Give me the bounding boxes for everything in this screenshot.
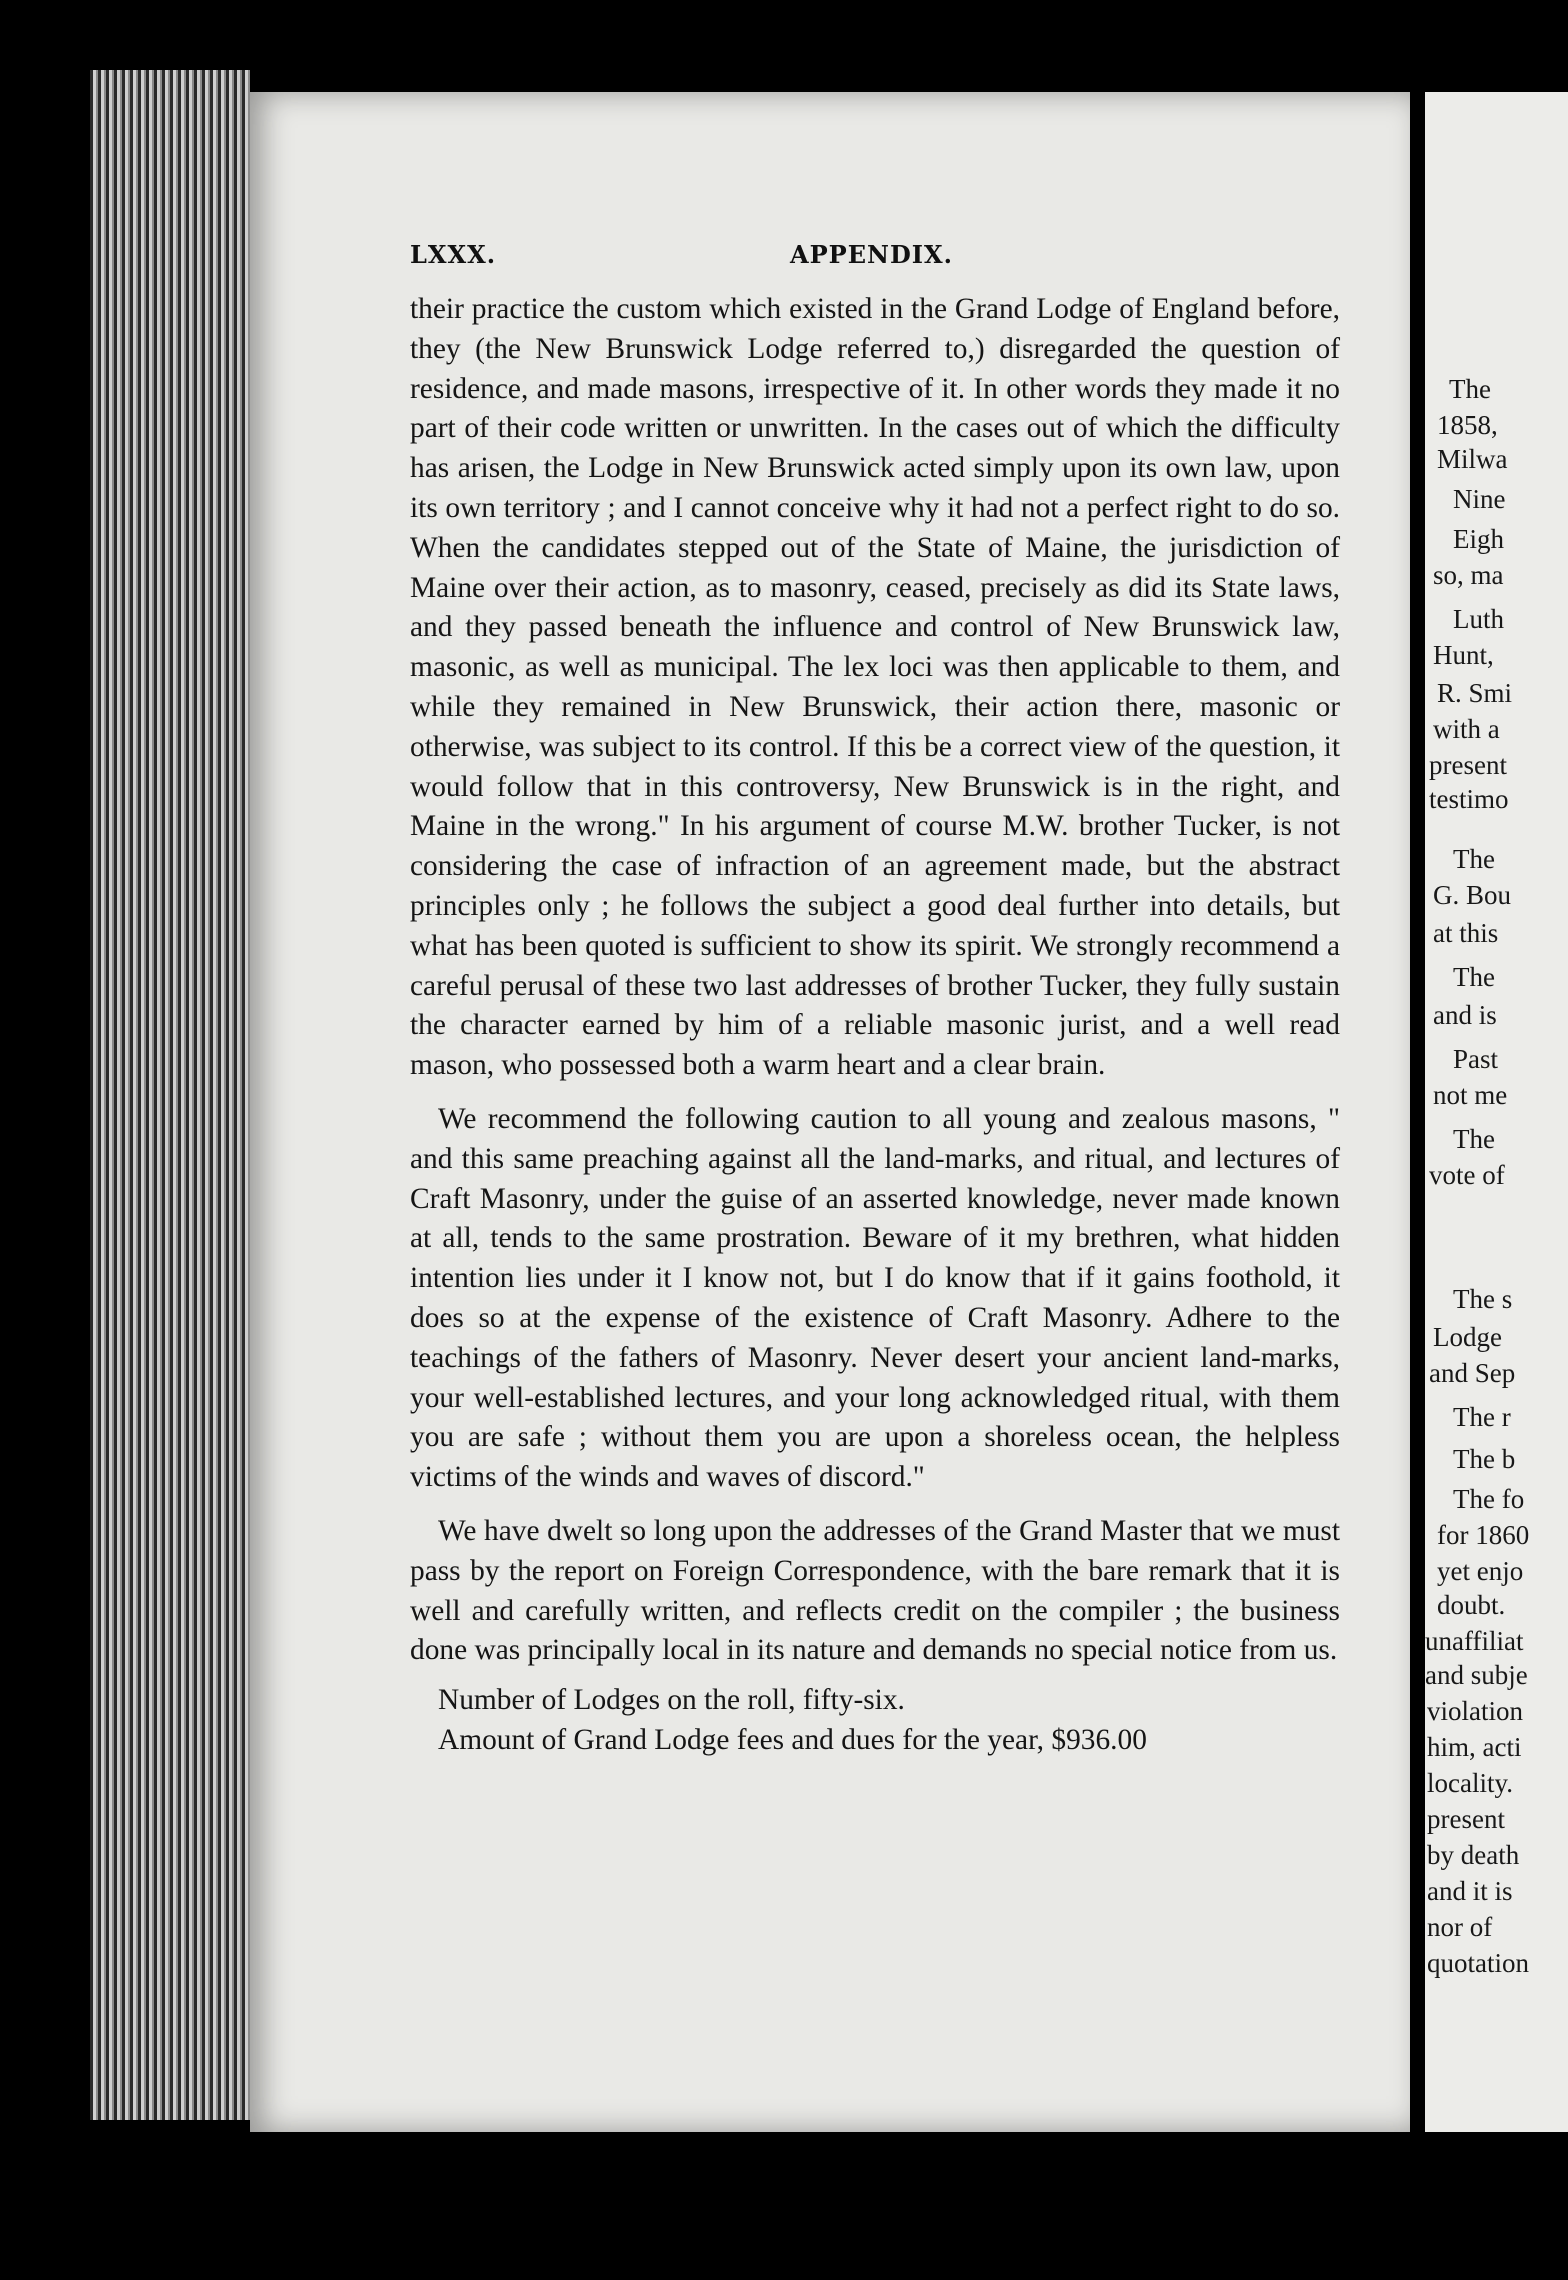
facing-page — [1425, 92, 1568, 2132]
facing-line: by death — [1427, 1840, 1520, 1870]
facing-line: R. Smi — [1437, 678, 1513, 708]
facing-line: locality. — [1427, 1768, 1513, 1798]
facing-line: at this — [1433, 918, 1499, 948]
facing-line: yet enjo — [1437, 1556, 1524, 1586]
facing-line: Nine — [1453, 484, 1506, 514]
facing-line: Milwa — [1437, 444, 1508, 474]
facing-line: unaffiliat — [1425, 1626, 1524, 1656]
paragraph-3: We have dwelt so long upon the addresses of the Grand Master that we must pass by the report on Foreign Correspondence, with the bare remark that it is well and carefully written, and reflects credit on the compiler ; the business done was principally local in its nature and demands no special notice from us. — [410, 1514, 1340, 1667]
facing-line: G. Bou — [1433, 880, 1512, 910]
facing-line: The — [1449, 374, 1491, 404]
facing-line: Luth — [1453, 604, 1504, 634]
facing-line: Hunt, — [1433, 640, 1494, 670]
facing-line: and it is — [1427, 1876, 1513, 1906]
page-edges — [90, 70, 250, 2120]
facing-line: The fo — [1453, 1484, 1525, 1514]
facing-line: nor of — [1427, 1912, 1493, 1942]
facing-line: present — [1427, 1804, 1505, 1834]
facing-line: so, ma — [1433, 560, 1504, 590]
facing-line: The — [1453, 844, 1495, 874]
facing-line: The s — [1453, 1284, 1513, 1314]
facing-line: and is — [1433, 1000, 1497, 1030]
body-text — [410, 290, 1340, 1761]
facing-line: Lodge — [1433, 1322, 1502, 1352]
page-number: LXXX. — [410, 240, 497, 269]
paragraph-1: their practice the custom which existed in the Grand Lodge of England before, they (the New Brunswick Lodge referred to,) disregarded the question of residence, and made masons, irrespective of it. In other words they made it no part of their code written or unwritten. In the cases out of which the difficulty has arisen, the Lodge in New Brunswick acted simply upon its own law, upon its own territory ; and I cannot conceive why it had not a perfect right to do so. When the candidates stepped out of the State of Maine, the jurisdiction of Maine over their action, as to masonry, ceased, precisely as did its State laws, and they passed beneath the influence and control of New Brunswick law, masonic, as well as municipal. The lex loci was then applicable to them, and while they remained in New Brunswick, their action there, masonic or otherwise, was subject to its control. If this be a correct view of the question, it would follow that in this controversy, New Brunswick is in the right, and Maine in the wrong." In his argument of course M.W. brother Tucker, is not considering the case of infraction of an agreement made, but the abstract principles only ; he follows the subject a good deal further into details, but what has been quoted is sufficient to show its spirit. We strongly recommend a careful perusal of these two last addresses of brother Tucker, they fully sustain the character earned by him of a reliable masonic jurist, and a well read mason, who possessed both a warm heart and a clear brain. — [410, 293, 1340, 1082]
facing-line: and Sep — [1429, 1358, 1516, 1388]
facing-line: The b — [1453, 1444, 1516, 1474]
facing-line: doubt. — [1437, 1590, 1506, 1620]
facing-line: with a — [1433, 714, 1500, 744]
facing-line: 1858, — [1437, 410, 1498, 440]
facing-line: and subje — [1425, 1660, 1528, 1690]
facing-line: him, acti — [1427, 1732, 1522, 1762]
page-header — [410, 240, 953, 280]
lodge-count: Number of Lodges on the roll, fifty-six. — [438, 1684, 905, 1717]
paragraph-2: We recommend the following caution to all young and zealous masons, " and this same preaching against all the land-marks, and ritual, and lectures of Craft Masonry, under the guise of an asserted knowledge, never made known at all, tends to the same prostration. Beware of it my brethren, what hidden intention lies under it I know not, but I do know that if it gains foothold, it does so at the expense of the existence of Craft Masonry. Adhere to the teachings of the fathers of Masonry. Never desert your ancient land-marks, your well-established lectures, and your long acknowledged ritual, with them you are safe ; without them you are upon a shoreless ocean, the helpless victims of the winds and waves of discord." — [410, 1102, 1340, 1494]
facing-line: Eigh — [1453, 524, 1504, 554]
facing-line: quotation — [1427, 1948, 1529, 1978]
facing-line: not me — [1433, 1080, 1508, 1110]
facing-line: present — [1429, 750, 1507, 780]
running-title: APPENDIX. — [790, 240, 953, 269]
facing-line: The — [1453, 962, 1495, 992]
facing-line: for 1860 — [1437, 1520, 1530, 1550]
fees-total: Amount of Grand Lodge fees and dues for the year, $936.00 — [438, 1723, 1147, 1756]
facing-line: vote of — [1429, 1160, 1505, 1190]
facing-line: violation — [1427, 1696, 1523, 1726]
lodge-statistics — [410, 1681, 1340, 1761]
facing-line: Past — [1453, 1044, 1499, 1074]
facing-line: The — [1453, 1124, 1495, 1154]
facing-line: testimo — [1429, 784, 1509, 814]
facing-line: The r — [1453, 1402, 1511, 1432]
